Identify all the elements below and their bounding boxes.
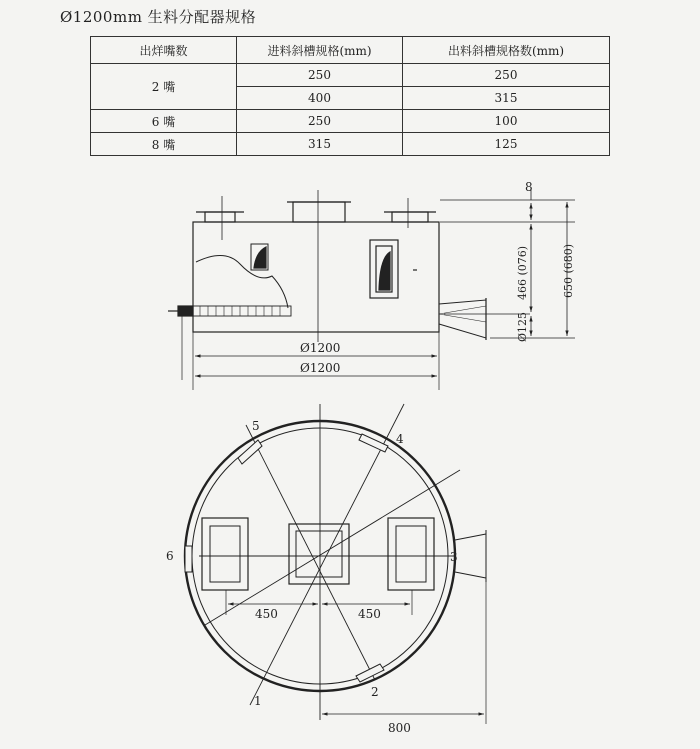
left-stub [178, 306, 193, 316]
cell-spouts: 8 嘴 [91, 133, 237, 156]
header-spouts: 出烊嘴数 [91, 37, 237, 64]
outlet-label-4: 4 [396, 432, 404, 446]
dim-label-125: Ø125 [516, 311, 529, 342]
cell-outlet: 100 [403, 110, 610, 133]
dim-label-450-right: 450 [358, 607, 381, 621]
dim-label-8: 8 [525, 180, 533, 194]
elevation-view [168, 190, 575, 390]
page-title: Ø1200mm 生料分配器规格 [60, 8, 257, 26]
cell-inlet: 250 [237, 110, 403, 133]
radial-line [246, 425, 375, 680]
outlet-6 [185, 546, 192, 572]
cell-inlet: 250 [237, 64, 403, 87]
radial-line [205, 470, 460, 625]
dim-label-800: 800 [388, 721, 411, 735]
cell-outlet: 250 [403, 64, 610, 87]
outlet-label-6: 6 [166, 549, 174, 563]
outlet-label-3: 3 [450, 550, 458, 564]
dim-label-450-left: 450 [255, 607, 278, 621]
outlet-3 [455, 534, 486, 578]
cell-outlet: 125 [403, 133, 610, 156]
cell-inlet: 400 [237, 87, 403, 110]
dim-label-650: 650 (680) [562, 243, 575, 298]
center-inlet [289, 524, 349, 584]
outlet-5 [238, 440, 262, 464]
outlet-label-2: 2 [371, 685, 379, 699]
right-vent [392, 212, 428, 222]
cutaway-line [196, 255, 288, 308]
outlet-label-1: 1 [254, 694, 262, 708]
header-outlet: 出料斜槽规格数(mm) [403, 37, 610, 64]
plan-view [185, 404, 486, 724]
cell-spouts: 2 嘴 [91, 64, 237, 110]
outlet-2 [356, 664, 384, 682]
right-chamber [388, 518, 434, 590]
cell-outlet: 315 [403, 87, 610, 110]
header-inlet: 进料斜槽规格(mm) [237, 37, 403, 64]
dim-label-d1: Ø1200 [300, 341, 341, 355]
top-inlet [293, 202, 345, 222]
distributor-body [193, 222, 439, 332]
outlet-label-5: 5 [252, 419, 260, 433]
cell-spouts: 6 嘴 [91, 110, 237, 133]
dim-label-d2: Ø1200 [300, 361, 341, 375]
right-outlet [439, 300, 486, 338]
left-chamber [202, 518, 248, 590]
dim-label-466: 466 (076) [516, 245, 529, 300]
cell-inlet: 315 [237, 133, 403, 156]
left-vent [205, 212, 235, 222]
